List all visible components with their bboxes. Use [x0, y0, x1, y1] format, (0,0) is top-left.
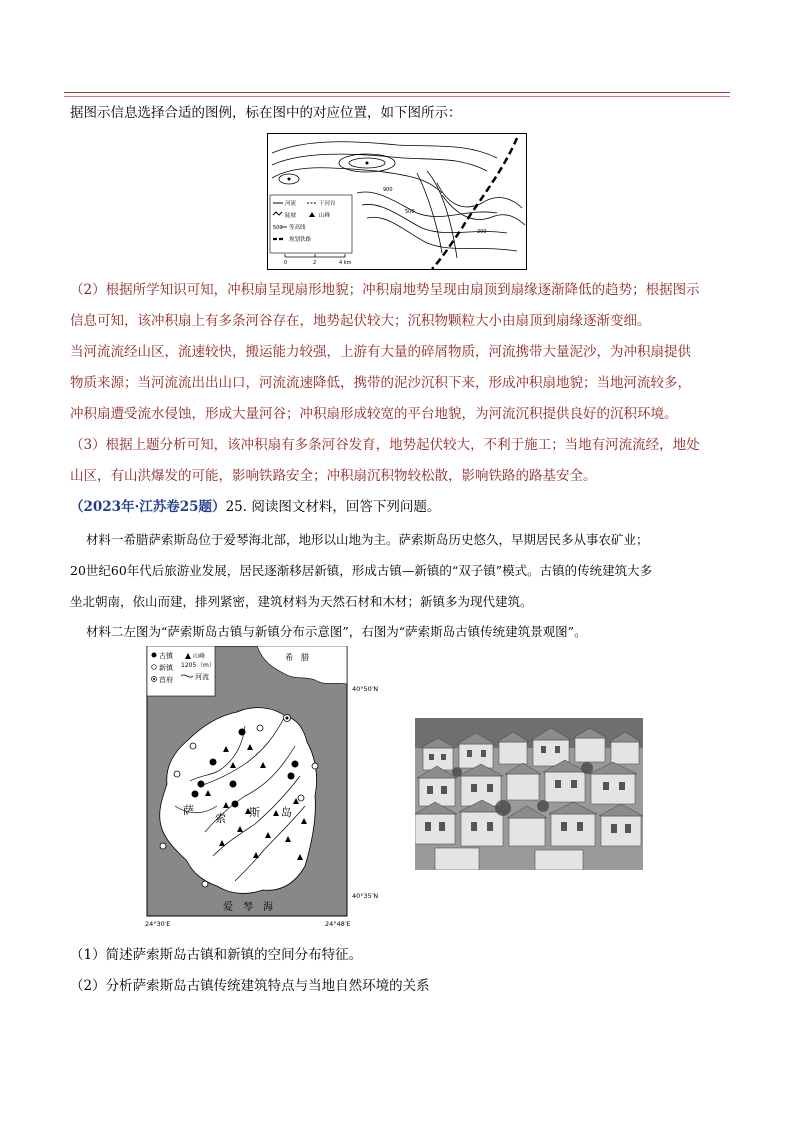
- thasos-map: [145, 646, 385, 928]
- contour-map: [267, 133, 527, 270]
- question-1: （1）简述萨索斯岛古镇和新镇的空间分布特征。: [70, 947, 363, 963]
- legend-new-town: 新镇: [159, 664, 173, 672]
- legend-capital: 首府: [159, 676, 173, 684]
- legend-peak: 山峰: [319, 213, 331, 219]
- answer2-line1: （2）根据所学知识可知，冲积扇呈现扇形地貌；冲积扇地势呈现由扇顶到扇缘逐渐降低的趋势；根据图示: [70, 282, 700, 298]
- material1-line3: 坐北朝南，依山而建，排列紧密，建筑材料为天然石材和木材；新镇多为现代建筑。: [70, 594, 533, 609]
- island-label-3: 斯: [249, 806, 260, 819]
- answer2-line4: 物质来源；当河流流出出山口，河流流速降低，携带的泥沙沉积下来，形成冲积扇地貌；当地河流较多，: [70, 375, 691, 391]
- traditional-buildings-photo: [415, 718, 643, 870]
- answer2-line3: 当河流流经山区，流速较快，搬运能力较强，上游有大量的碎屑物质，河流携带大量泥沙，为冲积扇提供: [70, 344, 691, 360]
- island-label-4: 岛: [281, 806, 292, 819]
- question-2: （2）分析萨索斯岛古镇传统建筑特点与当地自然环境的关系: [70, 978, 430, 994]
- lon-west: 24°30′E: [145, 920, 171, 928]
- island-label-2: 索: [215, 812, 226, 825]
- material1-line1: 材料一希腊萨索斯岛位于爱琴海北部，地形以山地为主。萨索斯岛历史悠久，早期居民多从事农矿业；: [86, 532, 649, 547]
- header-rule: [64, 92, 730, 93]
- question-source: （2023年·江苏卷25题）: [70, 499, 226, 515]
- legend-dry-valley: 干河谷: [319, 201, 336, 207]
- legend-river: 河流: [285, 201, 297, 207]
- lat-south: 40°35′N: [352, 892, 379, 900]
- greece-label: 希 腊: [285, 653, 309, 662]
- legend-peak-label: 山峰: [193, 653, 206, 660]
- scale-0: 0: [284, 260, 288, 266]
- material2-line: 材料二左图为“萨索斯岛古镇与新镇分布示意图”，右图为“萨索斯岛古镇传统建筑景观图”。: [86, 624, 587, 639]
- svg-text:200: 200: [477, 229, 487, 235]
- svg-text:900: 900: [383, 187, 393, 193]
- svg-text:500: 500: [405, 209, 415, 215]
- question-text: 25. 阅读图文材料，回答下列问题。: [225, 499, 441, 515]
- legend-contour-value: 500: [273, 225, 283, 231]
- sea-label: 爱 琴 海: [223, 902, 273, 913]
- scale-2: 2: [313, 260, 317, 266]
- header-rule-thin: [64, 96, 730, 97]
- answer2-line2: 信息可知，该冲积扇上有多条河谷存在，地势起伏较大；沉积物颗粒大小由扇顶到扇缘逐渐变细。: [70, 313, 651, 329]
- intro-line: 据图示信息选择合适的图例，标在图中的对应位置，如下图所示：: [70, 105, 462, 121]
- answer2-line5: 冲积扇遭受流水侵蚀，形成大量河谷；冲积扇形成较宽的平台地貌，为河流沉积提供良好的沉积环境。: [70, 406, 678, 422]
- lon-east: 24°48′E: [325, 920, 351, 928]
- lat-north: 40°50′N: [352, 685, 379, 693]
- answer3-line2: 山区，有山洪爆发的可能，影响铁路安全；冲积扇沉积物较松散，影响铁路的路基安全。: [70, 468, 597, 484]
- legend-railway: 规划铁路: [289, 237, 312, 243]
- legend-old-town: 古镇: [159, 652, 173, 660]
- legend-river-2: 河流: [195, 673, 209, 681]
- legend-peak-value: 1205: [181, 662, 197, 669]
- scale-4: 4 km: [339, 260, 352, 266]
- island-label-1: 萨: [183, 804, 194, 817]
- material1-line2: 20世纪60年代后旅游业发展，居民逐渐移居新镇，形成古镇—新镇的“双子镇”模式。古镇的传统建筑大多: [70, 563, 653, 578]
- legend-peak-unit: （m）: [197, 662, 215, 669]
- answer3-line1: （3）根据上题分析可知，该冲积扇有多条河谷发育，地势起伏较大，不利于施工；当地有河流流经，地处: [70, 437, 700, 453]
- legend-contour: 等高线: [289, 225, 306, 231]
- legend-cliff: 陡坡: [285, 213, 297, 219]
- question-header: [70, 498, 440, 516]
